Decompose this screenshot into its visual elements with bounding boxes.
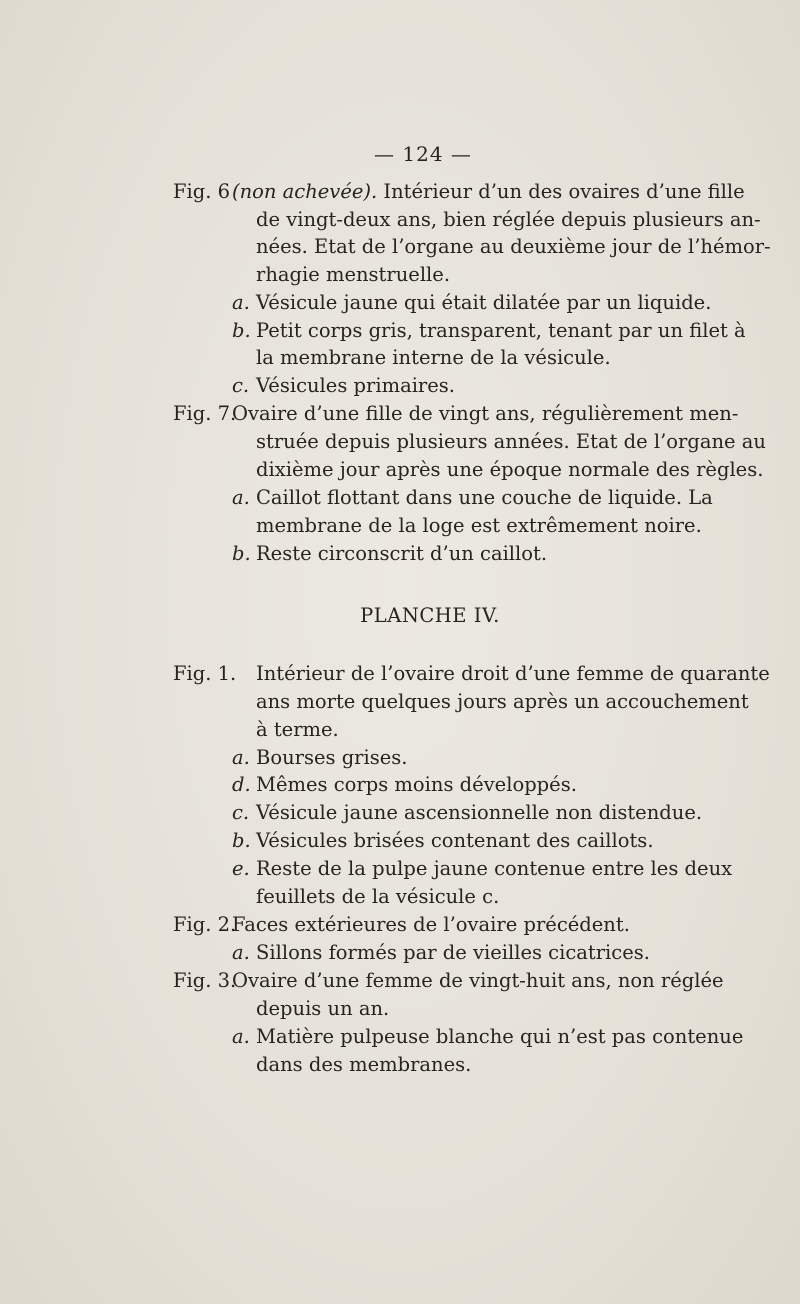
- fig-2-item-a-text: Sillons formés par de vieilles cicatrices.: [256, 941, 650, 964]
- fig-2-label: Fig. 2.: [173, 913, 237, 936]
- fig-6-line-2: de vingt-deux ans, bien réglée depuis plusieurs an-: [256, 208, 761, 231]
- fig-1-line-2: ans morte quelques jours après un accouchement: [256, 690, 749, 713]
- fig-7-item-a-text-2: membrane de la loge est extrêmement noire.: [256, 514, 702, 537]
- fig-6-intro-italic: (non achevée).: [232, 180, 378, 203]
- fig-6-item-a-text: Vésicule jaune qui était dilatée par un liquide.: [256, 291, 712, 314]
- fig-1-label: Fig. 1.: [173, 662, 237, 685]
- fig-1-item-d-label: d.: [232, 773, 251, 796]
- fig-1-line-1: Intérieur de l’ovaire droit d’une femme de quarante: [256, 662, 770, 685]
- fig-1-item-e-text-1: Reste de la pulpe jaune contenue entre les deux: [256, 857, 733, 880]
- fig-6-line-3: nées. Etat de l’organe au deuxième jour de l’hémor-: [256, 235, 771, 258]
- fig-6-item-c-text: Vésicules primaires.: [256, 374, 455, 397]
- fig-2-line-1: Faces extérieures de l’ovaire précédent.: [232, 913, 630, 936]
- fig-6-label: Fig. 6: [173, 180, 231, 203]
- fig-3-item-a-label: a.: [232, 1025, 250, 1048]
- fig-3-line-1: Ovaire d’une femme de vingt-huit ans, non réglée: [232, 969, 724, 992]
- fig-3-label: Fig. 3.: [173, 969, 237, 992]
- fig-7-line-1: Ovaire d’une fille de vingt ans, régulièrement men-: [232, 402, 739, 425]
- fig-3-item-a-text-1: Matière pulpeuse blanche qui n’est pas contenue: [256, 1025, 744, 1048]
- fig-1-item-b-text: Vésicules brisées contenant des caillots.: [256, 829, 654, 852]
- page-number: — 124 —: [374, 142, 472, 166]
- fig-1-item-b-label: b.: [232, 829, 251, 852]
- fig-3-item-a-text-2: dans des membranes.: [256, 1053, 472, 1076]
- fig-1-item-a-label: a.: [232, 746, 250, 769]
- fig-1-item-d-text: Mêmes corps moins développés.: [256, 773, 577, 796]
- fig-7-line-3: dixième jour après une époque normale des règles.: [256, 458, 764, 481]
- fig-6-item-b-label: b.: [232, 319, 251, 342]
- fig-1-item-e-text-2: feuillets de la vésicule c.: [256, 885, 500, 908]
- fig-6-line-1: Intérieur d’un des ovaires d’une fille: [377, 180, 745, 203]
- section-heading: PLANCHE IV.: [360, 604, 500, 627]
- fig-1-item-a-text: Bourses grises.: [256, 746, 408, 769]
- fig-2-item-a-label: a.: [232, 941, 250, 964]
- fig-7-item-b-text: Reste circonscrit d’un caillot.: [256, 542, 548, 565]
- fig-7-label: Fig. 7.: [173, 402, 237, 425]
- fig-1-line-3: à terme.: [256, 718, 339, 741]
- fig-7-line-2: struée depuis plusieurs années. Etat de l’organe au: [256, 430, 766, 453]
- fig-3-line-2: depuis un an.: [256, 997, 390, 1020]
- fig-7-item-b-label: b.: [232, 542, 251, 565]
- fig-6-item-b-text-1: Petit corps gris, transparent, tenant par un filet à: [256, 319, 746, 342]
- fig-1-item-c-text: Vésicule jaune ascensionnelle non distendue.: [256, 801, 703, 824]
- fig-6-item-c-label: c.: [232, 374, 250, 397]
- fig-6-line-4: rhagie menstruelle.: [256, 263, 451, 286]
- fig-6-item-b-text-2: la membrane interne de la vésicule.: [256, 346, 611, 369]
- fig-7-item-a-text-1: Caillot flottant dans une couche de liquide. La: [256, 486, 713, 509]
- fig-1-item-c-label: c.: [232, 801, 250, 824]
- fig-6-first-line: [232, 178, 745, 206]
- fig-7-item-a-label: a.: [232, 486, 250, 509]
- fig-1-item-e-label: e.: [232, 857, 250, 880]
- fig-6-item-a-label: a.: [232, 291, 250, 314]
